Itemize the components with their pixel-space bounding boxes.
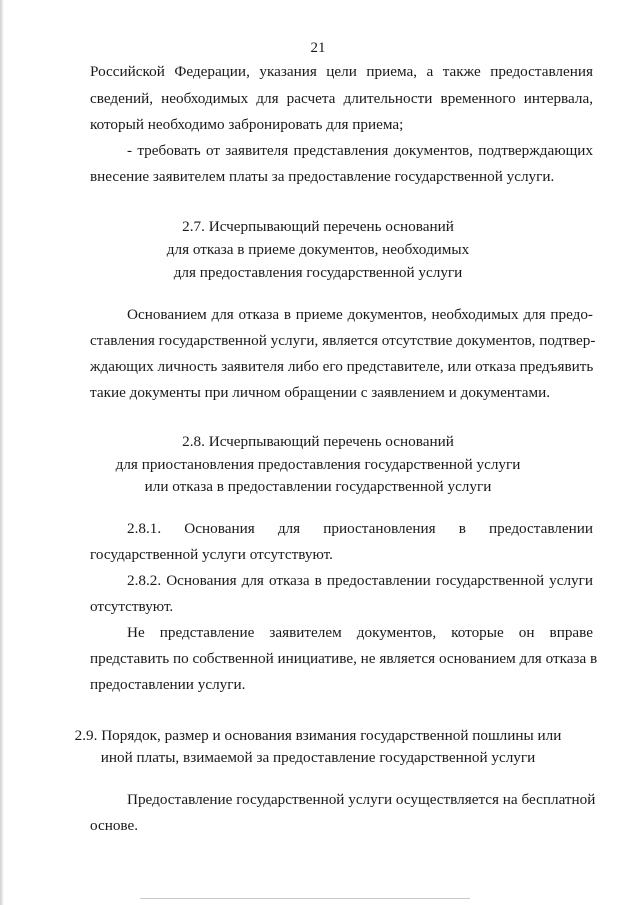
paragraph-line: представить по собственной инициативе, не является основанием для отказа в [90,650,598,667]
section-heading-2-8: для приостановления предоставления государственной услуги [115,456,521,473]
paragraph-line: Не представление заявителем документов, которые он вправе [127,624,593,641]
paragraph-line: Предоставление государственной услуги осуществляется на бесплатной [127,791,596,808]
section-heading-2-9: иной платы, взимаемой за предоставление государственной услуги [100,749,536,766]
section-heading-2-7: 2.7. Исчерпывающий перечень оснований [182,218,454,235]
paragraph-line: основе. [90,817,139,834]
paragraph-line: который необходимо забронировать для приема; [90,116,404,133]
page-number: 21 [310,40,326,56]
paragraph-line: предоставлении услуги. [90,676,246,693]
section-heading-2-9: 2.9. Порядок, размер и основания взимания государственной пошлины или [74,727,562,744]
paragraph-line: 2.8.2. Основания для отказа в предоставлении государственной услуги [127,572,593,589]
scan-edge-shadow [0,0,4,905]
paragraph-line: Основанием для отказа в приеме документов, необходимых для предо- [127,306,593,323]
paragraph-line: Российской Федерации, указания цели приема, а также предоставления [90,63,593,80]
section-heading-2-7: для отказа в приеме документов, необходимых [166,241,470,258]
paragraph-line: ставления государственной услуги, является отсутствие документов, подтвер- [90,332,596,349]
paragraph-line: отсутствуют. [90,598,174,615]
scan-bottom-line [140,898,470,899]
section-heading-2-8: или отказа в предоставлении государственной услуги [144,478,492,495]
paragraph-line: такие документы при личном обращении с заявлением и документами. [90,384,551,401]
paragraph-line: сведений, необходимых для расчета длительности временного интервала, [90,90,593,107]
paragraph-line: - требовать от заявителя представления документов, подтверждающих [127,142,593,159]
section-heading-2-8: 2.8. Исчерпывающий перечень оснований [182,433,454,450]
paragraph-line: ждающих личность заявителя либо его представителе, или отказа предъявить [90,358,594,375]
paragraph-line: государственной услуги отсутствуют. [90,546,333,563]
paragraph-line: внесение заявителем платы за предоставление государственной услуги. [90,168,555,185]
paragraph-line: 2.8.1. Основания для приостановления в предоставлении [127,520,593,537]
section-heading-2-7: для предоставления государственной услуги [173,264,463,281]
